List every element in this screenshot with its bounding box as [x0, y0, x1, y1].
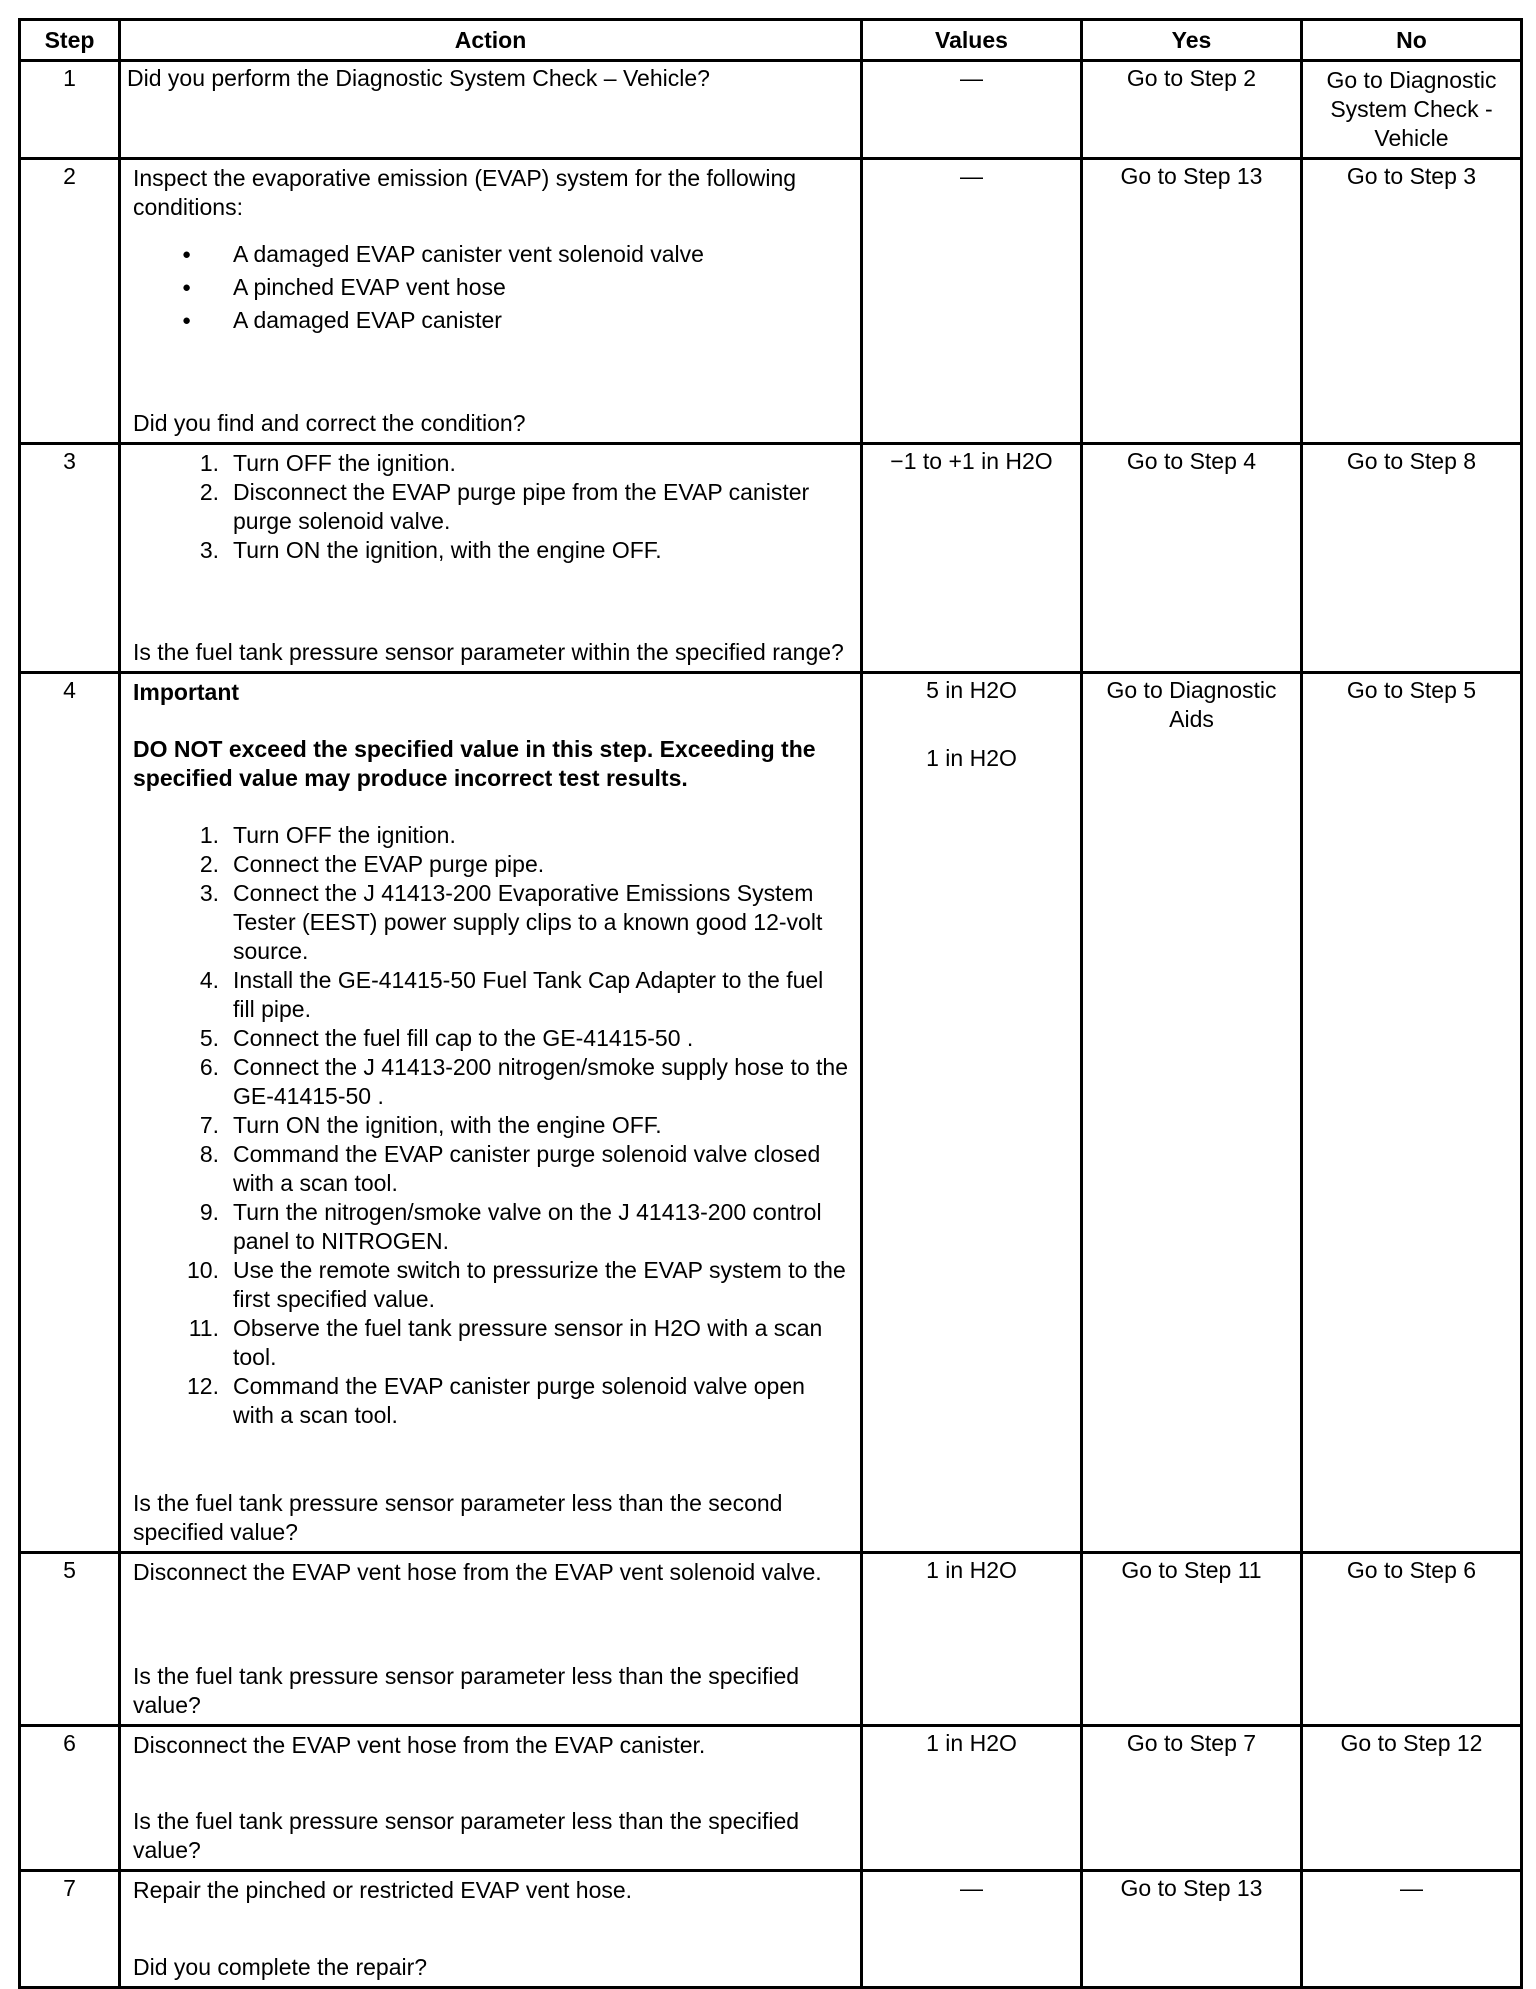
action-question: Did you find and correct the condition?	[133, 410, 526, 436]
header-yes: Yes	[1082, 20, 1302, 61]
yes-cell: Go to Step 2	[1082, 61, 1302, 159]
list-item: 1. Turn OFF the ignition.	[199, 450, 456, 476]
table-row	[20, 159, 1522, 444]
table-row	[20, 444, 1522, 673]
yes-cell: Go to Step 13	[1082, 1871, 1302, 1988]
action-cell	[120, 61, 862, 159]
value-second: 1 in H2O	[926, 745, 1017, 771]
table-row	[20, 1553, 1522, 1726]
important-note: DO NOT exceed the specified value in this step. Exceeding the specified value may produce incorrect test results.	[133, 736, 816, 791]
value-cell: —	[862, 61, 1082, 159]
value-cell: 1 in H2O	[862, 1553, 1082, 1726]
yes-cell: Go to Step 7	[1082, 1726, 1302, 1871]
step-number: 5	[20, 1553, 120, 1726]
list-item: 11. Observe the fuel tank pressure sensor in H2O with a scan tool.	[188, 1315, 823, 1370]
list-item: 7. Turn ON the ignition, with the engine OFF.	[199, 1112, 662, 1138]
list-item: 6. Connect the J 41413-200 nitrogen/smoke supply hose to the GE-41415-50 .	[199, 1054, 849, 1109]
yes-cell: Go to Step 11	[1082, 1553, 1302, 1726]
action-intro: Inspect the evaporative emission (EVAP) system for the following conditions:	[133, 165, 797, 220]
procedure-list	[133, 449, 848, 565]
table-row	[20, 61, 1522, 159]
header-no: No	[1302, 20, 1522, 61]
no-cell: Go to Step 12	[1302, 1726, 1522, 1871]
list-item: 10. Use the remote switch to pressurize the EVAP system to the first specified value.	[187, 1257, 846, 1312]
no-cell: Go to Diagnostic System Check - Vehicle	[1302, 61, 1522, 159]
list-item: 1. Turn OFF the ignition.	[199, 822, 456, 848]
no-cell: Go to Step 8	[1302, 444, 1522, 673]
no-cell: Go to Step 3	[1302, 159, 1522, 444]
step-number: 4	[20, 673, 120, 1553]
value-cell: 1 in H2O	[862, 1726, 1082, 1871]
action-cell	[120, 159, 862, 444]
value-cell: —	[862, 159, 1082, 444]
list-item: 3. Connect the J 41413-200 Evaporative Emissions System Tester (EEST) power supply clips to a known good 12-volt source.	[199, 880, 823, 964]
list-item: 8. Command the EVAP canister purge solenoid valve closed with a scan tool.	[199, 1141, 821, 1196]
action-cell	[120, 1553, 862, 1726]
step-number: 6	[20, 1726, 120, 1871]
action-cell	[120, 673, 862, 1553]
action-question: Is the fuel tank pressure sensor parameter less than the specified value?	[133, 1663, 800, 1718]
procedure-list	[133, 821, 848, 1430]
step-number: 3	[20, 444, 120, 673]
yes-cell: Go to Diagnostic Aids	[1082, 673, 1302, 1553]
list-item: 3. Turn ON the ignition, with the engine OFF.	[199, 537, 662, 563]
action-question: Is the fuel tank pressure sensor parameter less than the second specified value?	[133, 1490, 783, 1545]
no-cell: —	[1302, 1871, 1522, 1988]
list-item: ● A damaged EVAP canister	[133, 306, 848, 335]
action-cell	[120, 1726, 862, 1871]
yes-cell: Go to Step 4	[1082, 444, 1302, 673]
list-item: 2. Disconnect the EVAP purge pipe from the EVAP canister purge solenoid valve.	[199, 479, 810, 534]
page	[18, 18, 1523, 1989]
value-first: 5 in H2O	[926, 677, 1017, 703]
list-item: 12. Command the EVAP canister purge solenoid valve open with a scan tool.	[187, 1373, 805, 1428]
list-item: 9. Turn the nitrogen/smoke valve on the J 41413-200 control panel to NITROGEN.	[199, 1199, 822, 1254]
list-item: 2. Connect the EVAP purge pipe.	[199, 851, 545, 877]
list-item: 5. Connect the fuel fill cap to the GE-41415-50 .	[199, 1025, 694, 1051]
header-action: Action	[120, 20, 862, 61]
list-item: ● A damaged EVAP canister vent solenoid valve	[133, 240, 848, 269]
action-cell	[120, 444, 862, 673]
no-cell: Go to Step 6	[1302, 1553, 1522, 1726]
no-cell: Go to Step 5	[1302, 673, 1522, 1553]
action-intro: Repair the pinched or restricted EVAP vent hose.	[133, 1877, 633, 1903]
yes-cell: Go to Step 13	[1082, 159, 1302, 444]
value-cell: —	[862, 1871, 1082, 1988]
table-row	[20, 1726, 1522, 1871]
action-intro: Disconnect the EVAP vent hose from the EVAP vent solenoid valve.	[133, 1559, 822, 1585]
header-row	[20, 20, 1522, 61]
header-values: Values	[862, 20, 1082, 61]
step-number: 1	[20, 61, 120, 159]
step-number: 7	[20, 1871, 120, 1988]
action-question: Is the fuel tank pressure sensor parameter less than the specified value?	[133, 1808, 800, 1863]
important-title: Important	[133, 679, 240, 705]
value-cell: −1 to +1 in H2O	[862, 444, 1082, 673]
diagnostic-table	[18, 18, 1523, 1989]
list-item: ● A pinched EVAP vent hose	[133, 273, 848, 302]
action-intro: Disconnect the EVAP vent hose from the EVAP canister.	[133, 1732, 706, 1758]
value-cell	[862, 673, 1082, 1553]
header-step: Step	[20, 20, 120, 61]
table-row	[20, 673, 1522, 1553]
action-question: Did you complete the repair?	[133, 1954, 428, 1980]
list-item: 4. Install the GE-41415-50 Fuel Tank Cap Adapter to the fuel fill pipe.	[199, 967, 824, 1022]
action-question: Is the fuel tank pressure sensor parameter within the specified range?	[133, 639, 844, 665]
step-number: 2	[20, 159, 120, 444]
condition-list	[133, 240, 848, 335]
action-question: Did you perform the Diagnostic System Check – Vehicle?	[127, 65, 710, 91]
